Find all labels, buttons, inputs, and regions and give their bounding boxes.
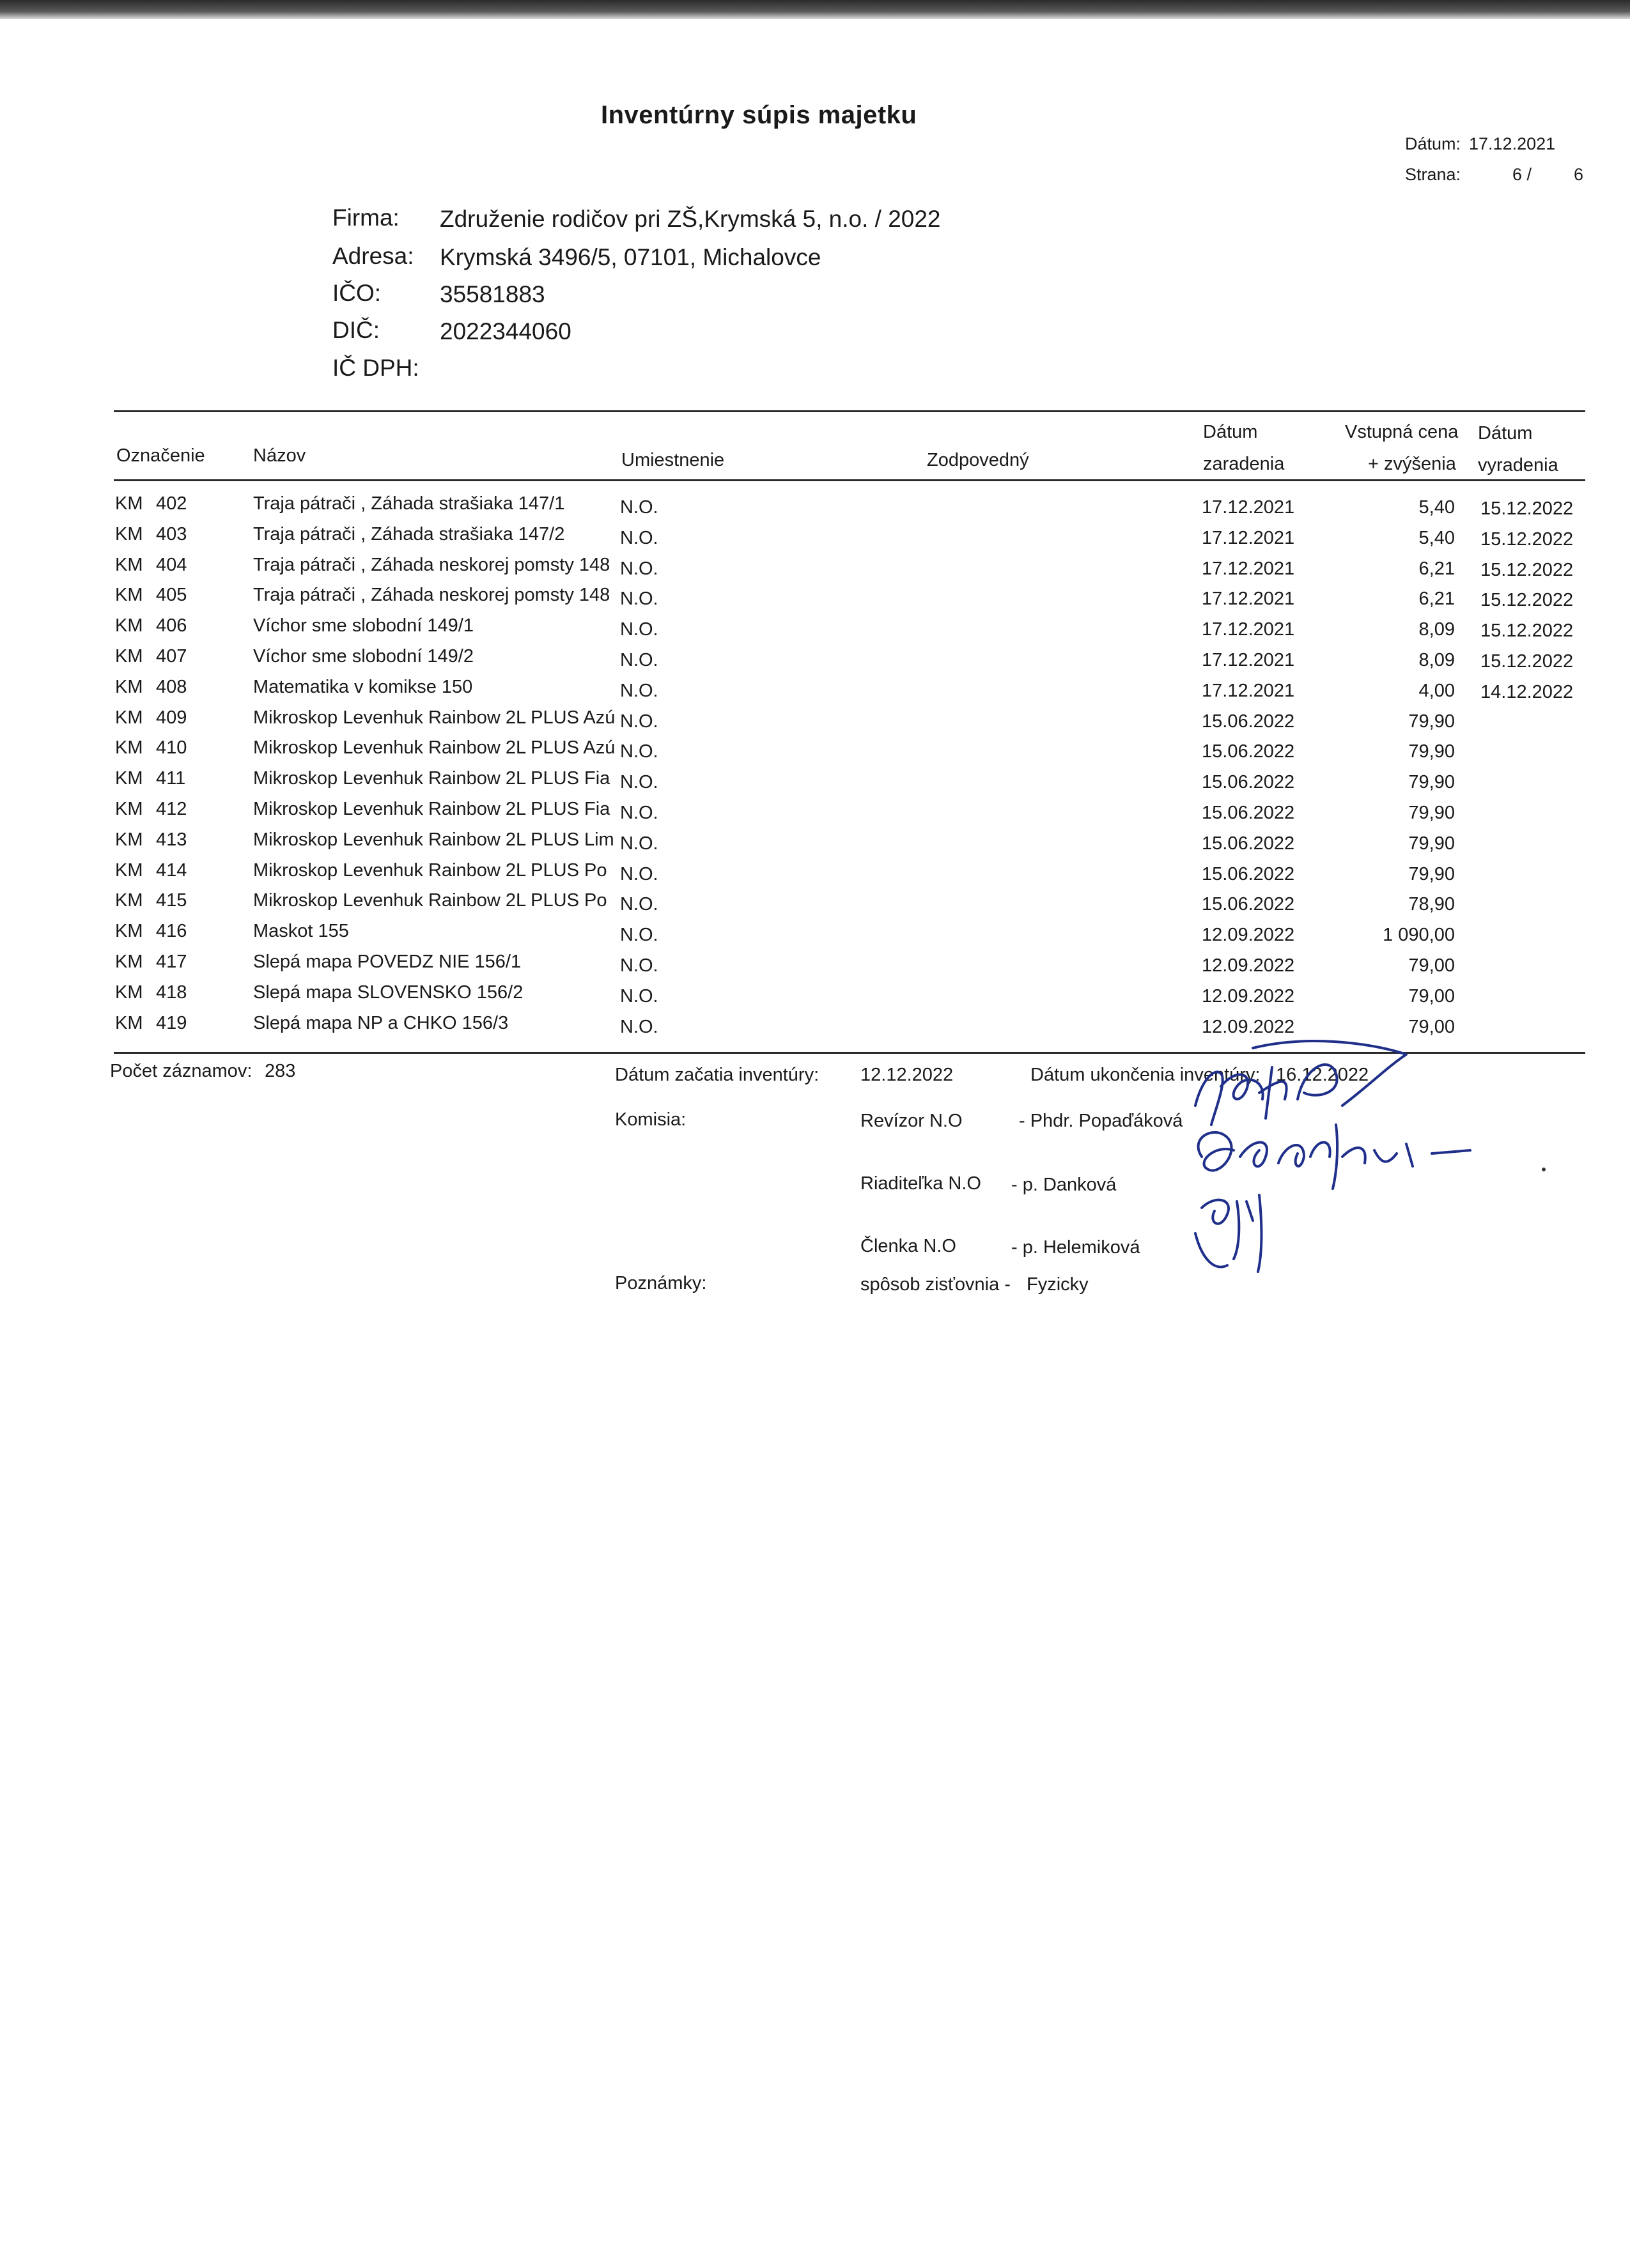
header-datum-zaradenia-1: Dátum (1203, 422, 1258, 442)
row-code: 418 (156, 982, 187, 1003)
row-date-in: 17.12.2021 (1202, 619, 1295, 640)
row-location: N.O. (620, 1016, 658, 1037)
row-name: Víchor sme slobodní 149/2 (253, 646, 474, 667)
row-name: Slepá mapa NP a CHKO 156/3 (253, 1012, 509, 1033)
row-code: 416 (156, 921, 187, 942)
row-price: 5,40 (1418, 497, 1455, 518)
row-code: 406 (156, 615, 187, 636)
row-name: Slepá mapa SLOVENSKO 156/2 (253, 982, 524, 1003)
header-zodpovedny: Zodpovedný (927, 450, 1029, 470)
icdph-label: IČ DPH: (332, 355, 419, 381)
row-name: Mikroskop Levenhuk Rainbow 2L PLUS Azú (253, 737, 616, 759)
end-date-label: Dátum ukončenia inventúry: (1030, 1065, 1261, 1085)
row-price: 8,09 (1418, 650, 1455, 670)
row-code: 413 (156, 829, 187, 850)
row-prefix: KM (115, 952, 143, 972)
row-prefix: KM (115, 523, 143, 544)
row-location: N.O. (620, 863, 658, 884)
row-price: 79,90 (1408, 741, 1455, 762)
row-prefix: KM (115, 585, 143, 606)
row-location: N.O. (620, 925, 658, 946)
row-code: 419 (156, 1012, 187, 1033)
row-prefix: KM (115, 982, 143, 1003)
row-location: N.O. (620, 711, 658, 732)
date-label: Dátum: (1405, 134, 1461, 153)
row-date-in: 15.06.2022 (1202, 741, 1295, 762)
row-code: 408 (156, 676, 187, 697)
row-date-in: 15.06.2022 (1202, 711, 1295, 732)
header-top-rule (114, 410, 1585, 412)
header-oznacenie: Označenie (116, 445, 205, 466)
row-prefix: KM (115, 707, 143, 728)
header-umiestnenie: Umiestnenie (621, 450, 725, 470)
row-prefix: KM (115, 737, 143, 759)
row-prefix: KM (115, 493, 143, 514)
row-price: 79,90 (1408, 711, 1455, 732)
header-vstupna-cena-2: + zvýšenia (1368, 454, 1456, 474)
row-code: 410 (156, 737, 187, 759)
dic-value: 2022344060 (440, 318, 571, 344)
row-price: 6,21 (1418, 589, 1455, 610)
row-date-in: 17.12.2021 (1202, 558, 1295, 579)
row-prefix: KM (115, 799, 143, 819)
row-code: 405 (156, 585, 187, 606)
row-prefix: KM (115, 646, 143, 667)
row-prefix: KM (115, 676, 143, 697)
start-date-value: 12.12.2022 (860, 1065, 954, 1085)
row-location: N.O. (620, 985, 658, 1007)
member-role: Riaditeľka N.O (860, 1173, 981, 1194)
row-prefix: KM (115, 890, 143, 911)
row-code: 402 (156, 493, 187, 514)
row-location: N.O. (620, 619, 658, 640)
row-name: Traja pátrači , Záhada neskorej pomsty 148 (253, 585, 610, 606)
row-price: 79,00 (1408, 955, 1455, 976)
commission-label: Komisia: (615, 1109, 687, 1130)
ico-label: IČO: (332, 280, 382, 306)
method-value: Fyzicky (1027, 1274, 1089, 1295)
row-name: Mikroskop Levenhuk Rainbow 2L PLUS Fia (253, 799, 610, 819)
row-date-in: 17.12.2021 (1202, 650, 1295, 670)
row-date-in: 12.09.2022 (1202, 925, 1295, 946)
page-total: 6 (1574, 165, 1584, 184)
row-location: N.O. (620, 803, 658, 823)
row-date-in: 17.12.2021 (1202, 527, 1295, 548)
row-date-in: 17.12.2021 (1202, 680, 1295, 701)
row-prefix: KM (115, 860, 143, 881)
row-date-in: 15.06.2022 (1202, 803, 1295, 823)
row-price: 79,90 (1408, 863, 1455, 884)
row-code: 404 (156, 554, 187, 575)
row-location: N.O. (620, 650, 658, 670)
member-role: Členka N.O (860, 1236, 956, 1256)
row-date-in: 12.09.2022 (1202, 955, 1295, 976)
page-label: Strana: (1405, 165, 1461, 184)
count-value: 283 (265, 1061, 296, 1081)
row-date-out: 15.12.2022 (1480, 621, 1574, 642)
row-name: Slepá mapa POVEDZ NIE 156/1 (253, 952, 522, 972)
row-date-in: 15.06.2022 (1202, 772, 1295, 793)
row-date-out: 15.12.2022 (1480, 590, 1574, 611)
row-name: Mikroskop Levenhuk Rainbow 2L PLUS Po (253, 860, 607, 881)
row-location: N.O. (620, 772, 658, 793)
row-name: Mikroskop Levenhuk Rainbow 2L PLUS Po (253, 890, 607, 911)
row-date-out: 14.12.2022 (1480, 681, 1574, 702)
row-location: N.O. (620, 741, 658, 762)
row-code: 414 (156, 860, 187, 881)
header-nazov: Názov (253, 445, 306, 466)
row-prefix: KM (115, 615, 143, 636)
row-date-in: 15.06.2022 (1202, 894, 1295, 915)
row-date-out: 15.12.2022 (1480, 528, 1574, 550)
row-prefix: KM (115, 829, 143, 850)
row-date-in: 12.09.2022 (1202, 985, 1295, 1007)
row-code: 403 (156, 523, 187, 544)
row-name: Traja pátrači , Záhada strašiaka 147/2 (253, 523, 565, 544)
row-code: 412 (156, 799, 187, 819)
document-title: Inventúrny súpis majetku (601, 101, 917, 129)
row-price: 4,00 (1418, 680, 1455, 701)
row-location: N.O. (620, 527, 658, 548)
row-location: N.O. (620, 680, 658, 701)
row-date-in: 17.12.2021 (1202, 497, 1295, 518)
header-bottom-rule (114, 479, 1585, 481)
row-date-in: 15.06.2022 (1202, 863, 1295, 884)
handwritten-signatures (1176, 1029, 1560, 1297)
row-date-in: 12.09.2022 (1202, 1016, 1295, 1037)
row-name: Traja pátrači , Záhada neskorej pomsty 148 (253, 554, 610, 575)
row-location: N.O. (620, 833, 658, 854)
row-price: 79,90 (1408, 833, 1455, 854)
page-current: 6 / (1512, 165, 1532, 184)
start-date-label: Dátum začatia inventúry: (615, 1065, 819, 1085)
address-label: Adresa: (332, 243, 414, 269)
row-code: 417 (156, 952, 187, 972)
row-prefix: KM (115, 768, 143, 789)
dic-label: DIČ: (332, 317, 380, 343)
header-datum-vyradenia-2: vyradenia (1478, 455, 1558, 475)
scan-top-edge (0, 0, 1630, 19)
row-price: 8,09 (1418, 619, 1455, 640)
row-name: Víchor sme slobodní 149/1 (253, 615, 474, 636)
notes-label: Poznámky: (615, 1273, 707, 1293)
row-name: Traja pátrači , Záhada strašiaka 147/1 (253, 493, 565, 514)
date-value: 17.12.2021 (1469, 134, 1556, 153)
row-price: 79,90 (1408, 803, 1455, 823)
row-price: 79,00 (1408, 1016, 1455, 1037)
member-name: - p. Helemiková (1011, 1237, 1140, 1258)
row-price: 5,40 (1418, 527, 1455, 548)
row-code: 409 (156, 707, 187, 728)
row-location: N.O. (620, 558, 658, 579)
header-vstupna-cena-1: Vstupná cena (1345, 422, 1459, 442)
row-date-out: 15.12.2022 (1480, 559, 1574, 580)
method-label: spôsob zisťovnia - (860, 1274, 1011, 1295)
row-date-in: 17.12.2021 (1202, 589, 1295, 610)
row-price: 1 090,00 (1383, 925, 1455, 946)
row-prefix: KM (115, 921, 143, 942)
end-date-value: 16.12.2022 (1276, 1065, 1369, 1085)
row-code: 415 (156, 890, 187, 911)
row-location: N.O. (620, 894, 658, 915)
row-location: N.O. (620, 589, 658, 610)
row-date-out: 15.12.2022 (1480, 651, 1574, 672)
row-code: 407 (156, 646, 187, 667)
row-price: 79,90 (1408, 772, 1455, 793)
row-prefix: KM (115, 1012, 143, 1033)
row-name: Maskot 155 (253, 921, 349, 942)
row-name: Mikroskop Levenhuk Rainbow 2L PLUS Azú (253, 707, 616, 728)
row-date-out: 15.12.2022 (1480, 498, 1574, 519)
row-location: N.O. (620, 955, 658, 976)
row-price: 78,90 (1408, 894, 1455, 915)
firm-label: Firma: (332, 204, 400, 231)
row-name: Mikroskop Levenhuk Rainbow 2L PLUS Fia (253, 768, 610, 789)
header-datum-vyradenia-1: Dátum (1478, 423, 1533, 444)
row-price: 79,00 (1408, 985, 1455, 1007)
row-prefix: KM (115, 554, 143, 575)
firm-value: Združenie rodičov pri ZŠ,Krymská 5, n.o. / 2022 (440, 206, 941, 232)
row-code: 411 (156, 768, 186, 789)
row-location: N.O. (620, 497, 658, 518)
count-label: Počet záznamov: (110, 1061, 252, 1081)
member-role: Revízor N.O (860, 1111, 963, 1131)
row-price: 6,21 (1418, 558, 1455, 579)
row-name: Mikroskop Levenhuk Rainbow 2L PLUS Lim (253, 829, 614, 850)
member-name: - Phdr. Popaďáková (1019, 1111, 1183, 1131)
header-datum-zaradenia-2: zaradenia (1203, 454, 1285, 474)
address-value: Krymská 3496/5, 07101, Michalovce (440, 244, 821, 270)
row-date-in: 15.06.2022 (1202, 833, 1295, 854)
ico-value: 35581883 (440, 281, 545, 307)
row-name: Matematika v komikse 150 (253, 676, 473, 697)
member-name: - p. Danková (1011, 1175, 1117, 1195)
